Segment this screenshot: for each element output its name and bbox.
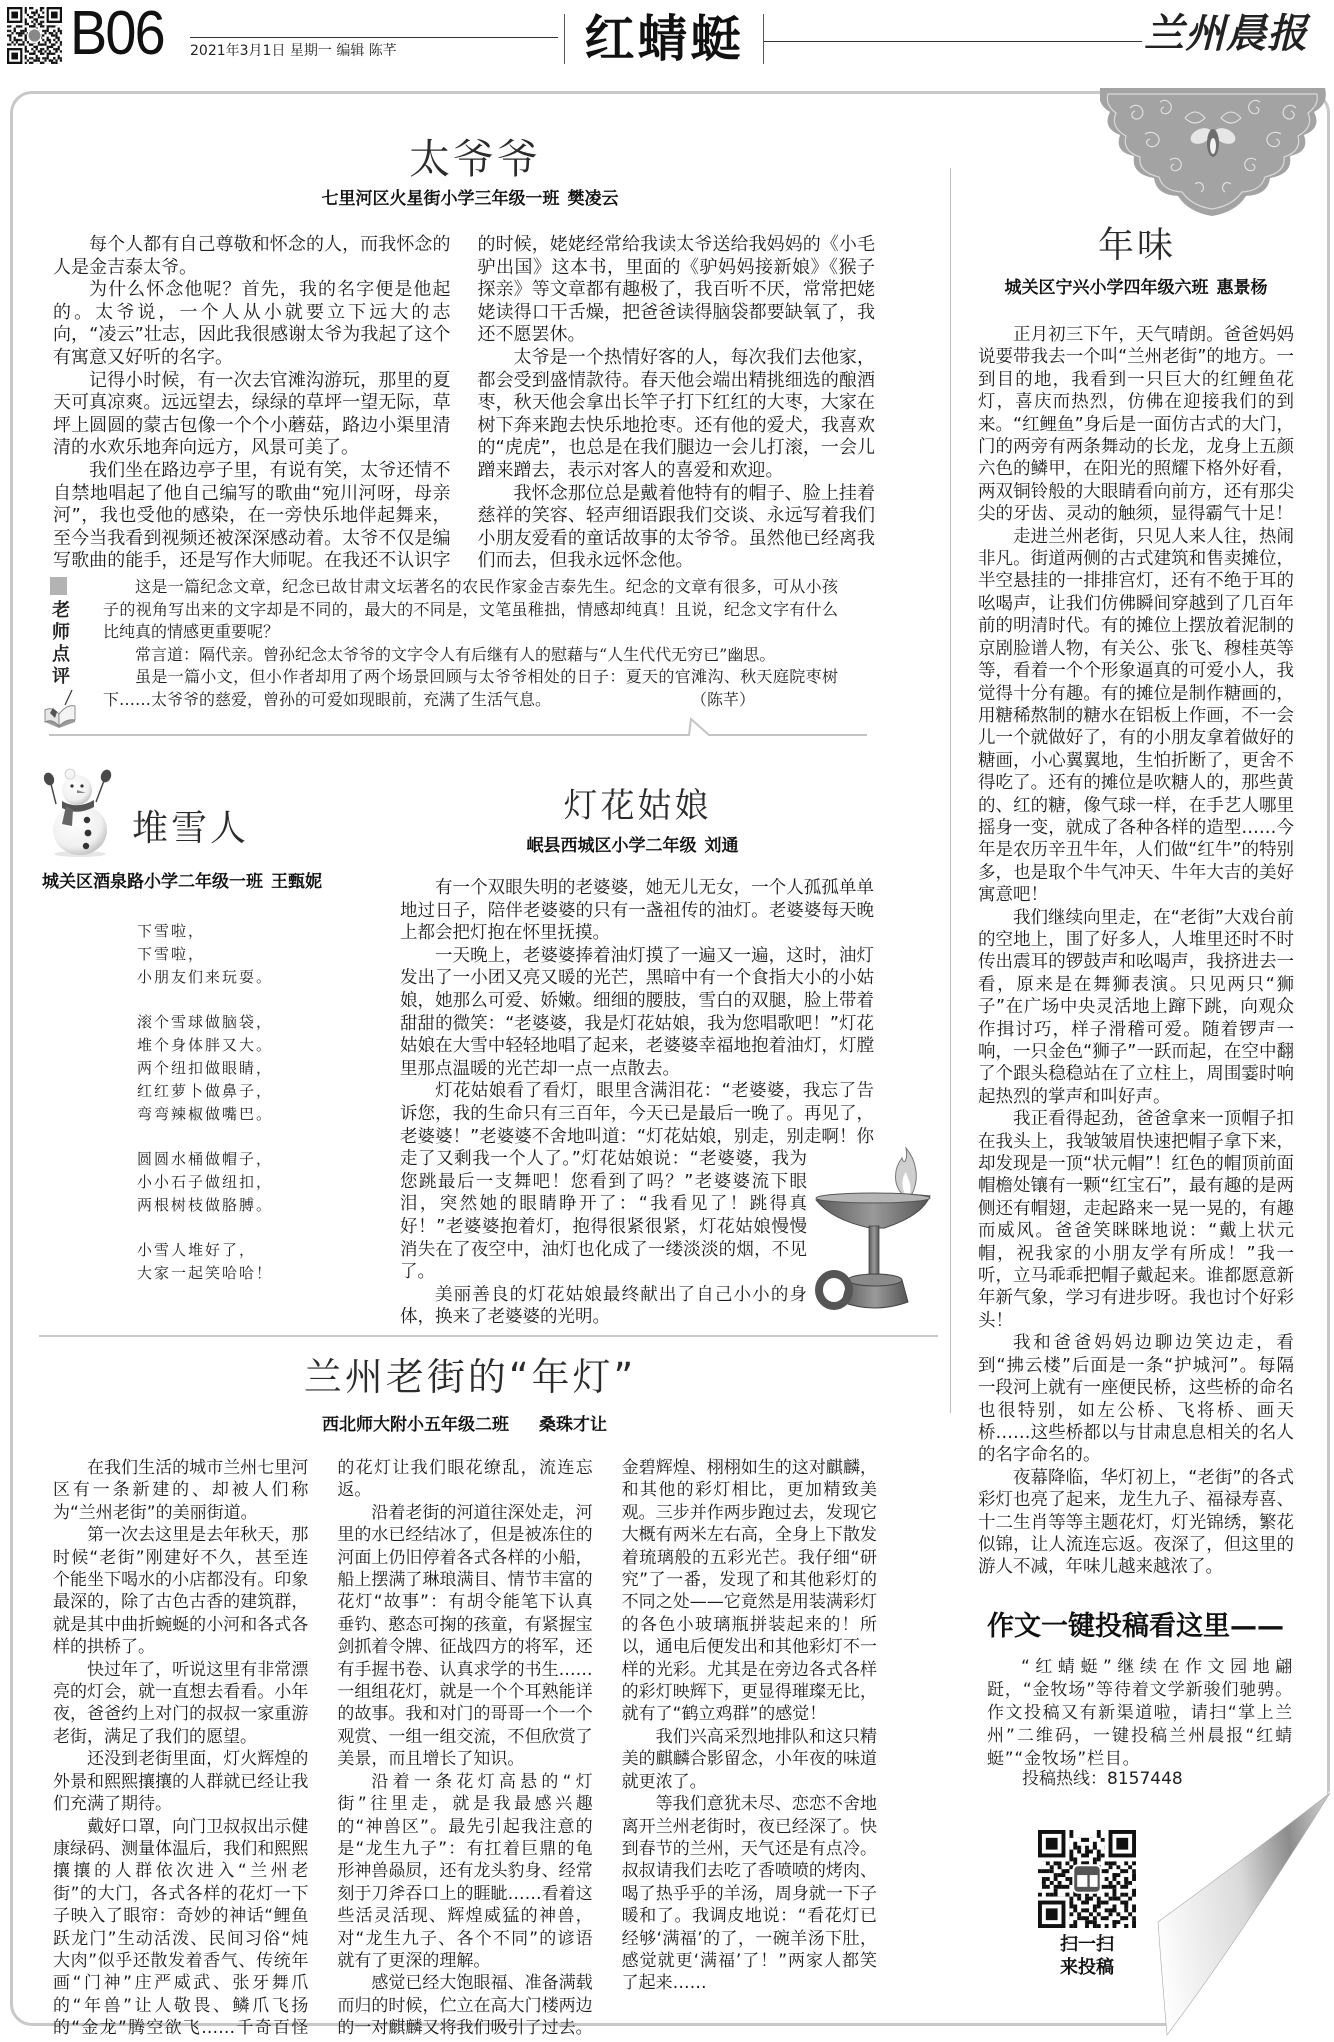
paragraph: 快过年了，听说这里有非常漂亮的灯会，就一直想去看看。小年夜，爸爸约上对门的叔叔一家重游老街，满足了我们的愿望。 (53, 1659, 309, 1747)
byline-author: 王甄妮 (271, 872, 322, 892)
paragraph: 记得小时候，有一次去官滩沟游玩，那里的夏天可真凉爽。远远望去，绿绿的草坪一望无际，草坪上圆圆的蒙古包像一个个小蘑菇，路边小渠里清清的水欢乐地奔向远方，风景可美了。 (53, 369, 451, 459)
paragraph: 还没到老街里面，灯火辉煌的外景和熙熙攘攘的人群就已经让我们充满了期待。 (53, 1749, 309, 1815)
byline-school: 城关区宁兴小学四年级六班 (1004, 278, 1209, 298)
byline-school: 岷县西城区小学二年级 (526, 836, 697, 856)
poem-line: 圆圆水桶做帽子， (137, 1150, 274, 1168)
article-body-lamp-girl (400, 877, 875, 1329)
snowman-poem (137, 920, 273, 1307)
poem-line: 两个纽扣做眼睛， (137, 1059, 274, 1077)
header-qr-code-icon (7, 7, 62, 64)
paragraph: 戴好口罩，向门卫叔叔出示健康绿码、测量体温后，我们和熙熙攘攘的人群依次进入“兰州老街”的大门，各式各样的花灯一下子映入了眼帘：奇妙的神话“鲤鱼跃龙门”生动活泼、民间习俗“炖大肉”似乎还散发着香气、传统年画“门神”庄严威武、张牙舞爪的“年兽”让人敬畏、鳞爪飞扬的“金龙”腾空欲飞……千奇百怪的花灯让我们眼花缭乱，流连忘返。 (53, 1458, 593, 2039)
paragraph: 我和爸爸妈妈边聊边笑边走，看到“拂云楼”后面是一条“护城河”。每隔一段河上就有一座便民桥，这些桥的命名也很特别，如左公桥、飞将桥、画天桥……这些桥都以与甘肃息息相关的名人的名字命名的。 (978, 1333, 1294, 1466)
poem-line: 两根树枝做胳膊。 (137, 1196, 274, 1214)
section-divider (39, 1335, 938, 1337)
poem-line: 堆个身体胖又大。 (137, 1036, 274, 1054)
poem-line: 大家一起笑哈哈！ (137, 1264, 274, 1282)
comment-paragraph-text: 虽是一篇小文，但小作者却用了两个场景回顾与太爷爷相处的日子：夏天的官滩沟、秋天庭院枣树下……太爷爷的慈爱，曾孙的可爱如现眼前，充满了生活气息。 (103, 667, 838, 709)
poem-line: 红红萝卜做鼻子， (137, 1082, 274, 1100)
submission-qr-code-icon (1038, 1830, 1136, 1928)
byline-school: 七里河区火星街小学三年级一班 (321, 189, 560, 209)
paragraph: 一天晚上，老婆婆捧着油灯摸了一遍又一遍，这时，油灯发出了一小团又亮又暖的光芒，黑暗中有一个食指大小的小姑娘，她那么可爱、娇嫩。细细的腰肢，雪白的双腿，脸上带着甜甜的微笑：“老婆婆，我是灯花姑娘，我为您唱歌吧！”灯花姑娘在大雪中轻轻地唱了起来，老婆婆幸福地抱着油灯，灯膛里那点温暖的光芒却一点一点散去。 (400, 945, 874, 1079)
paragraph: 我们坐在路边亭子里，有说有笑，太爷还情不自禁地唱起了他自己编写的歌曲“宛川河呀，母亲河”，我也受他的感染，在一旁快乐地伴起舞来，至今当我看到视频还被深深感动着。太爷不仅是编写歌曲的能手，还是写作大师呢。在我还不认识字的时候，姥姥经常给我读太爷送给我妈妈的《小毛驴出国》这本书，里面的《驴妈妈接新娘》《猴子探亲》等文章都有趣极了，我百听不厌，常常把姥姥读得口干舌燥，把爸爸读得脑袋都要缺氧了，我还不愿罢休。 (53, 234, 875, 572)
lace-ornament-icon (1100, 88, 1326, 218)
article-byline-taiyeye (0, 189, 940, 209)
poem-line: 滚个雪球做脑袋， (137, 1013, 274, 1031)
poem-line: 弯弯辣椒做嘴巴。 (137, 1105, 274, 1123)
byline-author: 樊凌云 (567, 189, 619, 209)
article-title-nianwei: 年味 (1097, 225, 1176, 266)
paragraph: 正月初三下午，天气晴朗。爸爸妈妈说要带我去一个叫“兰州老街”的地方。一到目的地，我看到一只巨大的红鲤鱼花灯，喜庆而热烈，仿佛在迎接我们的到来。“红鲤鱼”身后是一面仿古式的大门，门的两旁有两条舞动的长龙，龙身上五颜六色的鳞甲，在阳光的照耀下格外好看，两双铜铃般的大眼睛看向前方，还有那尖尖的牙齿、灵动的触须，显得霸气十足！ (978, 325, 1294, 525)
article-body-old-street (53, 1457, 877, 2040)
byline-author: 惠景杨 (1216, 278, 1268, 298)
page-curl-icon (1150, 1785, 1334, 2042)
byline-school: 西北师大附小五年级二班 (322, 1415, 509, 1435)
poem-line: 小雪人堆好了， (137, 1241, 257, 1259)
oil-lamp-icon (812, 1130, 934, 1312)
byline-school: 城关区酒泉路小学二年级一班 (42, 872, 263, 892)
submission-heading: 作文一键投稿看这里—— (987, 1611, 1284, 1642)
byline-author: 刘通 (704, 836, 739, 856)
poem-line: 下雪啦， (137, 945, 206, 963)
page-number: B06 (70, 0, 164, 68)
submission-hotline: 投稿热线：8157448 (1022, 1769, 1183, 1789)
wrap-spacer (874, 877, 875, 1169)
paragraph: 沿着一条花灯高悬的“灯街”往里走，就是我最感兴趣的“神兽区”。最先引起我注意的是“龙生九子”：有扛着巨鼎的龟形神兽赑屃，还有龙头豹身、经常刻于刀斧吞口上的睚眦……看着这些活灵活现、辉煌威猛的神兽，对“龙生九子、各个不同”的谚语就有了更深的理解。 (337, 1771, 593, 1971)
article-title-snowman: 堆雪人 (132, 808, 250, 849)
paragraph: 太爷是一个热情好客的人，每次我们去他家，都会受到盛情款待。春天他会端出精挑细选的酿酒枣，秋天他会拿出长竿子打下红红的大枣，大家在树下奔来跑去快乐地抢枣。还有他的爱犬，我喜欢的“虎虎”，也总是在我们腿边一会儿打滚，一会儿蹭来蹭去，表示对客人的喜爱和欢迎。 (477, 346, 875, 481)
comment-paragraph: 这是一篇纪念文章，纪念已故甘肃文坛著名的农民作家金吉泰先生。纪念的文章有很多，可从小孩子的视角写出来的文字却是不同的，最大的不同是，文笔虽稚拙，情感却纯真！且说，纪念文字有什么比纯真的情感更重要呢？ (103, 577, 838, 642)
article-byline-lamp-girl (400, 836, 865, 856)
paragraph: 走进兰州老街，只见人来人往，热闹非凡。街道两侧的古式建筑和售卖摊位，半空悬挂的一排排宫灯，还有不绝于耳的吆喝声，让我们仿佛瞬间穿越到了几百年前的明清时代。有的摊位上摆放着泥制的京剧脸谱人物，有关公、张飞、穆桂英等等，看着一个个形象逼真的可爱小人，我觉得十分有趣。有的摊位是制作糖画的，用糖稀熬制的糖水在铝板上作画，不一会儿一个就做好了，有的小朋友拿着做好的糖画，小心翼翼地，生怕折断了，更舍不得吃了。还有的摊位是吹糖人的，那些黄的、红的糖，像气球一样，在手艺人哪里摇身一变，就成了各种各样的造型……今年是农历辛丑牛年，人们做“红牛”的特别多，也是取个牛气冲天、牛年大吉的美好寓意吧！ (978, 526, 1294, 906)
comment-paragraph: 常言道：隔代亲。曾孙纪念太爷爷的文字令人有后继有人的慰藉与“人生代代无穷已”幽思。 (135, 644, 776, 664)
article-body-nianwei (978, 324, 1294, 1579)
header-rule-right (764, 41, 1142, 42)
qr-caption-line: 来投稿 (1060, 1957, 1114, 1978)
paragraph: 等我们意犹未尽、恋恋不舍地离开兰州老街时，夜已经深了。快到春节的兰州，天气还是有点冷。叔叔请我们去吃了香喷喷的烤肉、喝了热乎乎的羊汤，周身就一下子暖和了。我调皮地说：“看花灯已经够‘满福’的了，一碗羊汤下肚，感觉就更‘满福’了！”两家人都笑了起来…… (621, 1794, 877, 1994)
section-title-box (564, 9, 764, 68)
paragraph: 在我们生活的城市兰州七里河区有一条新建的、却被人们称为“兰州老街”的美丽街道。 (53, 1458, 309, 1523)
poem-stanza (137, 1011, 273, 1126)
article-title-lamp-girl: 灯花姑娘 (563, 786, 712, 826)
paragraph: 每个人都有自己尊敬和怀念的人，而我怀念的人是金吉泰太爷。 (53, 234, 451, 278)
paragraph: 为什么怀念他呢？首先，我的名字便是他起的。太爷说，一个人从小就要立下远大的志向，“凌云”壮志，因此我很感谢太爷为我起了这个有寓意又好听的名字。 (53, 279, 451, 368)
qr-caption-line: 扫一扫 (1060, 1934, 1114, 1955)
date-editor-line: 2021年3月1日 星期一 编辑 陈芊 (190, 43, 397, 59)
article-byline-nianwei (958, 278, 1314, 298)
paragraph: 我们兴高采烈地排队和这只精美的麒麟合影留念，小年夜的味道就更浓了。 (621, 1726, 877, 1792)
poem-line: 小小石子做纽扣， (137, 1173, 274, 1191)
submission-body (987, 1656, 1293, 1771)
article-title-taiyeye: 太爷爷 (409, 135, 541, 183)
article-title-old-street: 兰州老街的“年灯” (303, 1355, 637, 1399)
newspaper-logo: 兰州晨报 (1144, 10, 1308, 57)
poem-line: 下雪啦， (137, 922, 206, 940)
paragraph: 美丽善良的灯花姑娘最终献出了自己小小的身体，换来了老婆婆的光明。 (400, 1284, 807, 1328)
submission-paragraph: “红蜻蜓”继续在作文园地翩跹，“金牧场”等待着文学新骏们驰骋。作文投稿又有新渠道啦，请扫“掌上兰州”二维码，一键投稿兰州晨报“红蜻蜓”“金牧场”栏目。 (987, 1657, 1293, 1769)
header-rule-left (190, 37, 558, 38)
snowman-icon (42, 766, 112, 858)
poem-stanza (137, 1148, 273, 1217)
teacher-comment-text (103, 576, 838, 712)
article-body-taiyeye (53, 234, 875, 573)
paragraph: 我怀念那位总是戴着他特有的帽子、脸上挂着慈祥的笑容、轻声细语跟我们交谈、永远写着我们小朋友爱看的童话故事的太爷爷。虽然他已经离我们而去，但我永远怀念他。 (477, 482, 875, 572)
comment-signature: （陈芊） (691, 689, 756, 709)
paragraph: 沿着老街的河道往深处走，河里的水已经结冰了，但是被冻住的河面上仍旧停着各式各样的小船，船上摆满了琳琅满目、情节丰富的花灯“故事”：有胡令能笔下认真垂钓、憨态可掬的孩童，有紧握宝剑抓着令牌、征战四方的将军，还有手握书卷、认真求学的书生……一组组花灯，就是一个个耳熟能详的故事。我和对门的哥哥一个一个观赏、一组一组交流，不但欣赏了美景，而且增长了知识。 (337, 1502, 593, 1770)
paragraph: 我正看得起劲，爸爸拿来一顶帽子扣在我头上，我皱皱眉快速把帽子拿下来，却发现是一顶“状元帽”！红色的帽顶前面帽檐处镶有一颗“红宝石”，最有趣的是两侧还有帽翅，走起路来一晃一晃的，有趣而威风。爸爸笑眯眯地说：“戴上状元帽，祝我家的小朋友学有所成！”我一听，立马乖乖把帽子戴起来。谁都愿意新年新气象，学习有进步呀。我也讨个好彩头！ (978, 1109, 1294, 1331)
teacher-comment-label: 老师点评 (49, 600, 70, 688)
article-byline-snowman (42, 872, 322, 892)
paragraph: 感觉已经大饱眼福、准备满载而归的时候，伫立在高大门楼两边的一对麒麟又将我们吸引了过去。金碧辉煌、栩栩如生的这对麒麟，和其他的彩灯相比，更加精致美观。三步并作两步跑过去，发现它大概有两米左右高，全身上下散发着琉璃般的五彩光芒。我仔细“研究”了一番，发现了和其他彩灯的不同之处——它竟然是用装满彩灯的各色小玻璃瓶拼装起来的！所以，通电后便发出和其他彩灯不一样的光彩。尤其是在旁边各式各样的彩灯映辉下，更显得璀璨无比，就有了“鹤立鸡群”的感觉！ (337, 1458, 877, 2039)
poem-stanza (137, 920, 273, 989)
poem-line: 小朋友们来玩耍。 (137, 968, 274, 986)
column-divider (950, 168, 951, 1413)
section-title: 红蜻蜓 (584, 9, 744, 68)
comment-paragraph (103, 666, 838, 711)
comment-marker (50, 577, 67, 595)
byline-author: 桑珠才让 (539, 1415, 607, 1435)
article-byline-old-street (322, 1415, 607, 1435)
paragraph: 第一次去这里是去年秋天，那时候“老街”刚建好不久，甚至连个能坐下喝水的小店都没有。印象最深的，除了古色古香的建筑群，就是其中曲折蜿蜒的小河和各式各样的拱桥了。 (53, 1525, 309, 1658)
comment-bubble-line (45, 712, 875, 738)
poem-stanza (137, 1239, 273, 1285)
paragraph: 我们继续向里走，在“老街”大戏台前的空地上，围了好多人，人堆里还时不时传出震耳的锣鼓声和吆喝声，我挤进去一看，原来是在舞狮表演。只见两只“狮子”在广场中央灵活地上蹿下跳，向观众作揖讨巧，样子滑稽可爱。随着锣声一响，一只金色“狮子”一跃而起，在空中翻了个跟头稳稳站在了立柱上，周围霎时响起热烈的掌声和叫好声。 (978, 907, 1294, 1107)
paragraph: 有一个双眼失明的老婆婆，她无儿无女，一个人孤孤单单地过日子，陪伴老婆婆的只有一盏祖传的油灯。老婆婆每天晚上都会把灯抱在怀里抚摸。 (400, 878, 874, 944)
paragraph: 夜幕降临，华灯初上，“老街”的各式彩灯也亮了起来，龙生九子、福禄寿喜、十二生肖等等主题花灯，灯光锦绣，繁花似锦，让人流连忘返。夜深了，但这里的游人不减，年味儿越来越浓了。 (978, 1467, 1294, 1578)
qr-caption (1038, 1933, 1136, 1979)
paragraph: 灯花姑娘看了看灯，眼里含满泪花：“老婆婆，我忘了告诉您，我的生命只有三百年，今天已是最后一晚了。再见了，老婆婆！”老婆婆不舍地叫道：“灯花姑娘，别走，别走啊！你走了又剩我一个人了。”灯花姑娘说：“老婆婆，我为您跳最后一支舞吧！您看到了吗？”老婆婆流下眼泪，突然她的眼睛睁开了：“我看见了！跳得真好！”老婆婆抱着灯，抱得很紧很紧，灯花姑娘慢慢消失在了夜空中，油灯也化成了一缕淡淡的烟，不见了。 (400, 1081, 874, 1283)
